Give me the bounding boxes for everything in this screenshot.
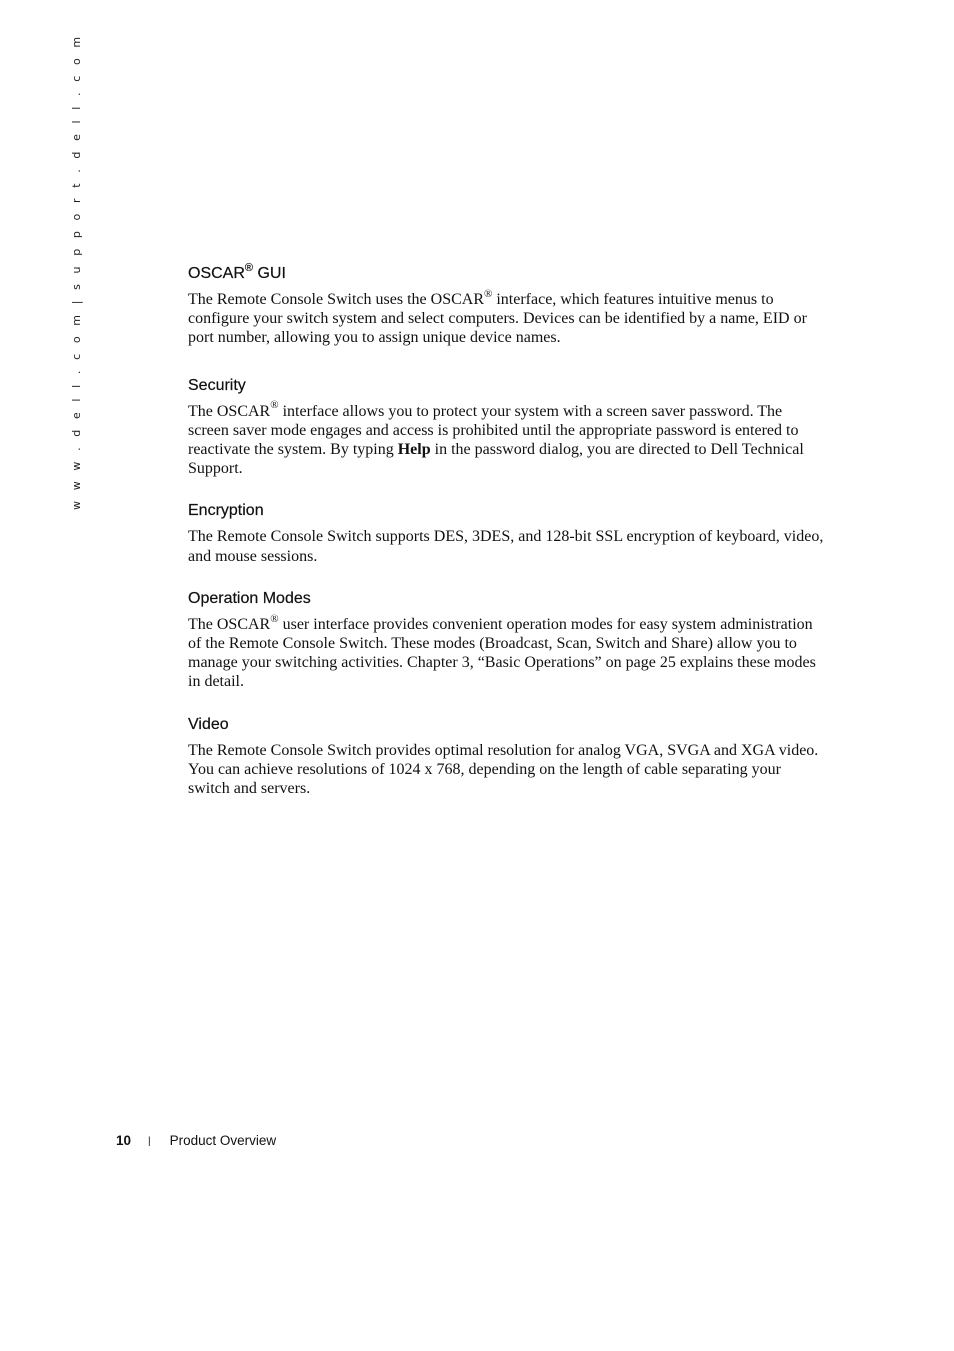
section-heading xyxy=(188,262,824,286)
section-oscar-gui xyxy=(188,262,824,348)
side-url-text: w w w . d e l l . c o m | s u p p o r t . d e l l . c o m xyxy=(70,33,83,510)
body-bold-text: Help xyxy=(397,441,431,459)
heading-text: OSCAR xyxy=(188,265,245,282)
body-text: in the password dialog, you are directed to Dell Technical Support. xyxy=(188,441,804,478)
heading-text: GUI xyxy=(253,265,286,282)
section-heading: Operation Modes xyxy=(188,589,311,607)
body-text: interface allows you to protect your system with a screen saver password. The screen saver mode engages and access is prohibited until the appropriate password is entered to reactivate the system. By typing xyxy=(188,402,799,459)
page-content xyxy=(188,262,824,798)
section-body xyxy=(188,399,824,479)
body-text: interface, which features intuitive menus to configure your switch system and select computers. Devices can be identified by a name, EID or port number, allowing you to assign unique device names. xyxy=(188,291,807,347)
page-footer xyxy=(116,1131,276,1151)
body-text: The OSCAR xyxy=(188,615,271,633)
body-text: The Remote Console Switch uses the OSCAR xyxy=(188,291,484,308)
section-heading: Video xyxy=(188,715,229,733)
body-text: user interface provides convenient operation modes for easy system administration of the Remote Console Switch. These modes (Broadcast, Scan, Switch and Share) allow you to manage your switching activities. Chapter 3, “Basic Operations” on page 25 explains these modes in detail. xyxy=(188,615,816,691)
section-heading: Encryption xyxy=(188,502,264,520)
section-security xyxy=(188,374,824,479)
section-body: The Remote Console Switch supports DES, 3DES, and 128-bit SSL encryption of keyboard, video, and mouse sessions. xyxy=(188,528,824,565)
section-encryption xyxy=(188,499,824,565)
footer-title: Product Overview xyxy=(169,1133,277,1148)
section-body xyxy=(188,612,824,692)
registered-mark: ® xyxy=(483,287,493,300)
section-operation-modes xyxy=(188,587,824,692)
registered-mark: ® xyxy=(244,261,254,274)
section-heading: Security xyxy=(188,376,246,394)
registered-mark: ® xyxy=(270,612,279,625)
body-text: The OSCAR xyxy=(188,402,271,420)
footer-separator: | xyxy=(148,1136,151,1147)
section-body: The Remote Console Switch provides optimal resolution for analog VGA, SVGA and XGA video. You can achieve resolutions of 1024 x 768, depending on the length of cable separating your switch and servers. xyxy=(188,741,819,798)
registered-mark: ® xyxy=(270,399,279,412)
page-number: 10 xyxy=(116,1133,132,1148)
section-body xyxy=(188,287,824,348)
section-video xyxy=(188,713,824,799)
